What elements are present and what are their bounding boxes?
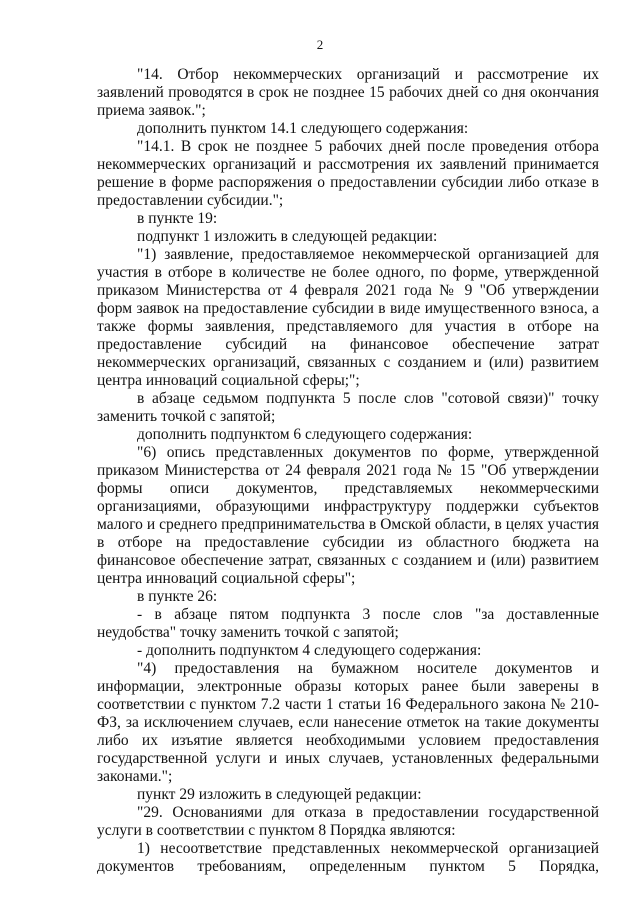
paragraph-3: "14.1. В срок не позднее 5 рабочих дней после проведения отбора некоммерческих организаций и рассмотрения их заявлений принимается решение в форме распоряжения о предоставлении субсидии либо отказе в предоставлении субсидии."; — [97, 138, 599, 209]
paragraph-11: - в абзаце пятом подпункта 3 после слов "за доставленные неудобства" точку заменить точкой с запятой; — [97, 606, 599, 641]
paragraph-4: в пункте 19: — [137, 210, 218, 227]
paragraph-8: дополнить подпунктом 6 следующего содержания: — [137, 426, 473, 443]
paragraph-6: "1) заявление, предоставляемое некоммерческой организацией для участия в отборе в количестве не более одного, по форме, утвержденной приказом Министерства от 4 февраля 2021 года № 9 "Об утверждении форм заявок на предоставление субсидии в виде имущественного взноса, а также формы заявления, представляемого для участия в отборе на предоставление субсидий на финансовое обеспечение затрат некоммерческих организаций, связанных с созданием и (или) развитием центра инноваций социальной сферы;"; — [97, 246, 599, 389]
paragraph-10: в пункте 26: — [137, 588, 218, 605]
paragraph-15: "29. Основаниями для отказа в предоставлении государственной услуги в соответствии с пунктом 8 Порядка являются: — [97, 804, 599, 839]
paragraph-2: дополнить пунктом 14.1 следующего содержания: — [137, 120, 469, 137]
paragraph-13: "4) предоставления на бумажном носителе документов и информации, электронные образы которых ранее были заверены в соответствии с пунктом 7.2 части 1 статьи 16 Федерального закона № 210-ФЗ, за исключением случаев, если нанесение отметок на такие документы либо их изъятие является необходимыми условием предоставления государственной услуги и иных случаев, установленных федеральными законами."; — [97, 660, 599, 785]
paragraph-16: 1) несоответствие представленных некоммерческой организацией документов требованиям, определенным пунктом 5 Порядка, — [97, 840, 599, 875]
paragraph-7: в абзаце седьмом подпункта 5 после слов "сотовой связи)" точку заменить точкой с запятой; — [97, 390, 599, 425]
page-number: 2 — [316, 37, 324, 52]
document-body — [97, 66, 599, 876]
paragraph-12: - дополнить подпунктом 4 следующего содержания: — [137, 642, 482, 659]
paragraph-1: "14. Отбор некоммерческих организаций и рассмотрение их заявлений проводятся в срок не позднее 15 рабочих дней со дня окончания приема заявок."; — [97, 66, 599, 119]
paragraph-5: подпункт 1 изложить в следующей редакции: — [137, 228, 438, 245]
paragraph-14: пункт 29 изложить в следующей редакции: — [137, 786, 422, 803]
paragraph-9: "6) опись представленных документов по форме, утвержденной приказом Министерства от 24 февраля 2021 года № 15 "Об утверждении формы описи документов, представляемых некоммерческими организациями, образующими инфраструктуру поддержки субъектов малого и среднего предпринимательства в Омской области, в целях участия в отборе на предоставление субсидии из областного бюджета на финансовое обеспечение затрат, связанных с созданием и (или) развитием центра инноваций социальной сферы"; — [97, 444, 599, 587]
